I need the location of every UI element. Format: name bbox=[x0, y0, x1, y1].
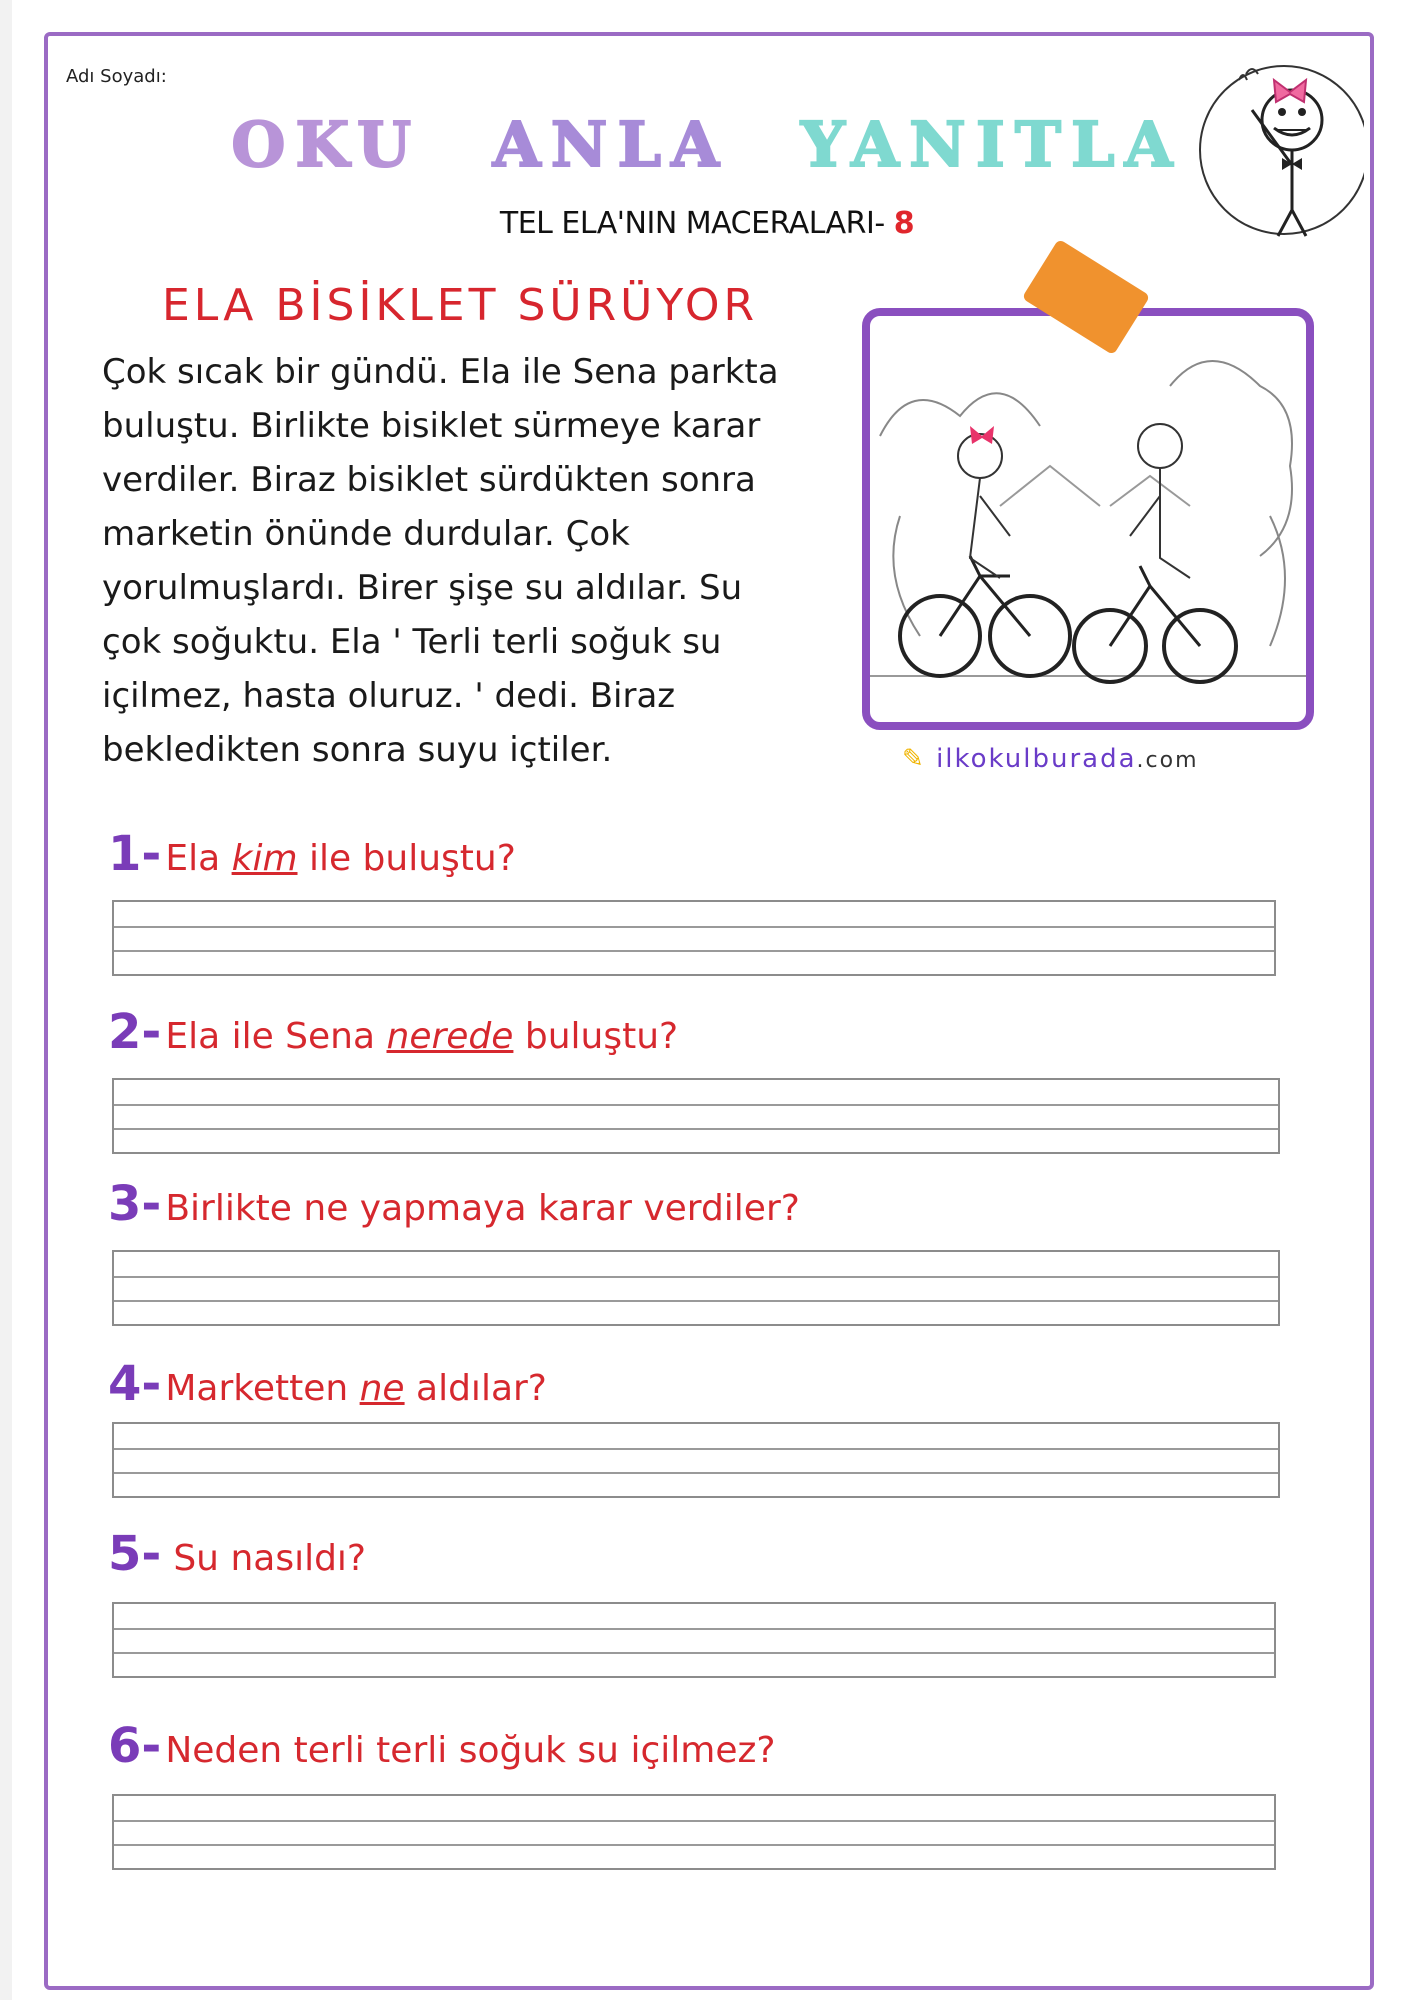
question-text: Neden terli terli soğuk su içilmez? bbox=[165, 1730, 776, 1771]
question-5 bbox=[108, 1526, 366, 1582]
question-number: 2- bbox=[108, 1004, 162, 1060]
answer-lines-4[interactable] bbox=[112, 1422, 1280, 1498]
answer-lines-2[interactable] bbox=[112, 1078, 1280, 1154]
credit-name: ilkokulburada bbox=[936, 744, 1137, 774]
credit-domain: .com bbox=[1136, 748, 1199, 773]
story-line: bekledikten sonra suyu içtiler. bbox=[102, 730, 613, 770]
question-2 bbox=[108, 1004, 678, 1060]
story-line: marketin önünde durdular. Çok bbox=[102, 514, 630, 554]
girl-avatar-icon bbox=[1184, 50, 1364, 240]
question-number: 3- bbox=[108, 1176, 162, 1232]
question-text: Su nasıldı? bbox=[173, 1538, 367, 1579]
question-text: buluştu? bbox=[513, 1016, 679, 1057]
answer-lines-6[interactable] bbox=[112, 1794, 1276, 1870]
story-picture bbox=[862, 308, 1314, 730]
pencil-icon: ✎ bbox=[902, 744, 926, 774]
story-title: ELA BİSİKLET SÜRÜYOR bbox=[161, 280, 759, 331]
story-text bbox=[102, 345, 842, 777]
question-text: ile buluştu? bbox=[297, 838, 516, 879]
name-label: Adı Soyadı: bbox=[66, 66, 167, 87]
question-text: Ela ile Sena bbox=[165, 1016, 387, 1057]
story-line: çok soğuktu. Ela ' Terli terli soğuk su bbox=[102, 622, 722, 662]
question-text: aldılar? bbox=[404, 1368, 547, 1409]
question-keyword: nerede bbox=[386, 1016, 514, 1057]
answer-lines-3[interactable] bbox=[112, 1250, 1280, 1326]
question-number: 4- bbox=[108, 1356, 162, 1412]
question-1 bbox=[108, 826, 516, 882]
question-number: 1- bbox=[108, 826, 162, 882]
question-text: Ela bbox=[165, 838, 232, 879]
question-text: Birlikte ne yapmaya karar verdiler? bbox=[165, 1188, 800, 1229]
question-6 bbox=[108, 1718, 775, 1774]
story-line: içilmez, hasta oluruz. ' dedi. Biraz bbox=[102, 676, 676, 716]
question-4 bbox=[108, 1356, 547, 1412]
story-line: buluştu. Birlikte bisiklet sürmeye karar bbox=[102, 406, 761, 446]
bicycle-illustration bbox=[870, 316, 1306, 722]
story-line: Çok sıcak bir gündü. Ela ile Sena parkta bbox=[102, 352, 779, 392]
subtitle-text: TEL ELA'NIN MACERALARI- bbox=[499, 206, 885, 241]
question-3 bbox=[108, 1176, 800, 1232]
subtitle-number: 8 bbox=[893, 206, 915, 241]
answer-lines-5[interactable] bbox=[112, 1602, 1276, 1678]
question-text: Marketten bbox=[165, 1368, 360, 1409]
title-word-2: ANLA bbox=[492, 108, 730, 181]
question-keyword: ne bbox=[359, 1368, 405, 1409]
question-number: 6- bbox=[108, 1718, 162, 1774]
title-word-3: YANITLA bbox=[800, 108, 1183, 181]
question-keyword: kim bbox=[231, 838, 298, 879]
site-credit bbox=[902, 744, 1199, 774]
story-line: yorulmuşlardı. Birer şişe su aldılar. Su bbox=[102, 568, 743, 608]
question-number: 5- bbox=[108, 1526, 162, 1582]
title-word-1: OKU bbox=[231, 108, 422, 181]
story-line: verdiler. Biraz bisiklet sürdükten sonra bbox=[102, 460, 756, 500]
answer-lines-1[interactable] bbox=[112, 900, 1276, 976]
